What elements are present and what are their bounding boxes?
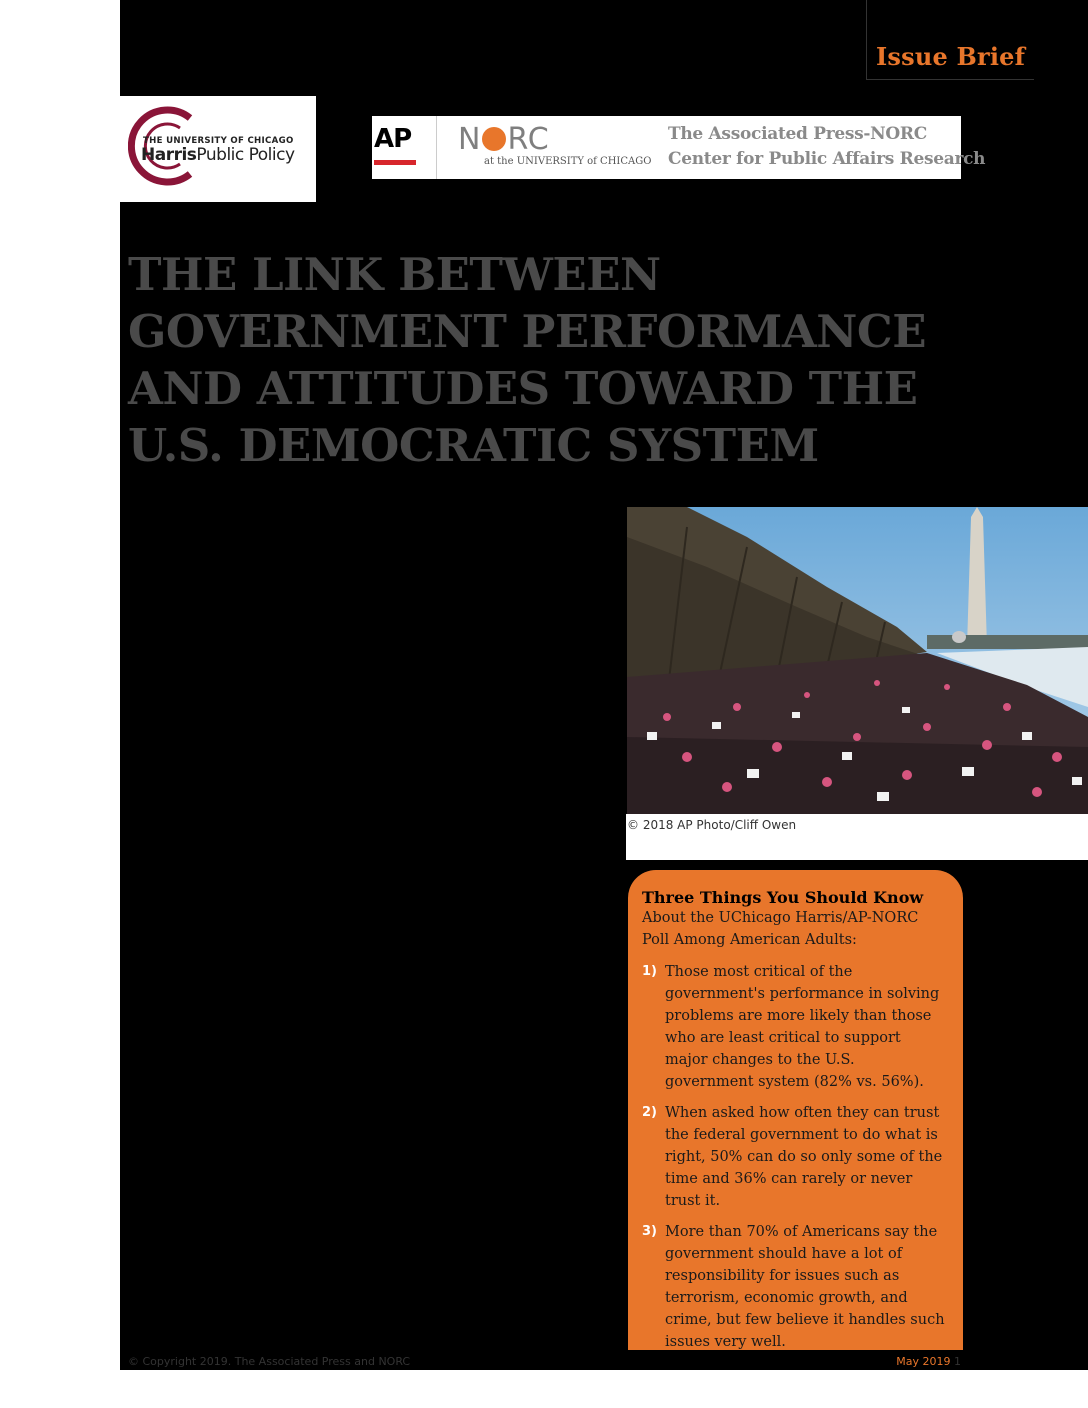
harris-bold-word: Harris [141, 145, 197, 165]
norc-letters-rc: RC [507, 122, 550, 157]
list-item-text: Those most critical of the government's performance in solving problems are more likely than those who are least critical to support major changes to the U.S. government system (82% vs. 56%). [665, 964, 940, 1090]
harris-rest-word: Public Policy [196, 145, 295, 165]
issue-brief-label: Issue Brief [876, 42, 1026, 71]
norc-letter-n: N [458, 122, 482, 157]
list-item [642, 1102, 947, 1212]
list-item-text: When asked how often they can trust the federal government to do what is right, 50% can do so only some of the time and 36% can rarely or never trust it. [665, 1105, 943, 1209]
caption-box [626, 814, 1088, 860]
norc-mark [458, 122, 550, 157]
list-item-number: 2) [642, 1105, 657, 1120]
ap-red-bar [374, 160, 416, 165]
key-points-heading: Three Things You Should Know [642, 888, 924, 907]
center-name-line2: Center for Public Affairs Research [668, 149, 986, 169]
list-item-text: More than 70% of Americans say the government should have a lot of responsibility for issues such as terrorism, economic growth, and crime, but few believe it handles such issues very well. [665, 1224, 945, 1350]
list-item [642, 961, 947, 1093]
photo-caption: © 2018 AP Photo/Cliff Owen [627, 818, 797, 832]
ap-mark: AP [374, 124, 412, 154]
key-points-box [628, 870, 963, 1350]
list-item-number: 1) [642, 964, 657, 979]
key-points-list [642, 961, 947, 1353]
footer-date-page [896, 1355, 961, 1368]
harris-name-line [141, 145, 295, 165]
logo-divider [436, 116, 437, 179]
ap-norc-logo [372, 116, 986, 179]
footer-date: May 2019 [896, 1355, 951, 1368]
list-item-number: 3) [642, 1224, 657, 1239]
norc-sun-icon [482, 127, 506, 151]
norc-subtitle: at the UNIVERSITY of CHICAGO [484, 156, 652, 167]
center-name-line1: The Associated Press-NORC [668, 124, 927, 144]
washington-rally-photo [627, 507, 1088, 814]
harris-logo [120, 96, 316, 202]
harris-university-line: THE UNIVERSITY OF CHICAGO [143, 136, 294, 146]
footer-copyright: © Copyright 2019. The Associated Press and NORC [128, 1355, 411, 1368]
center-name [668, 122, 985, 172]
key-points-subheading: About the UChicago Harris/AP-NORC Poll Among American Adults: [642, 910, 919, 948]
list-item [642, 1221, 947, 1353]
page-title: THE LINK BETWEEN GOVERNMENT PERFORMANCE AND ATTITUDES TOWARD THE U.S. DEMOCRATIC SYSTEM [128, 248, 927, 472]
page-number: 1 [954, 1355, 961, 1368]
